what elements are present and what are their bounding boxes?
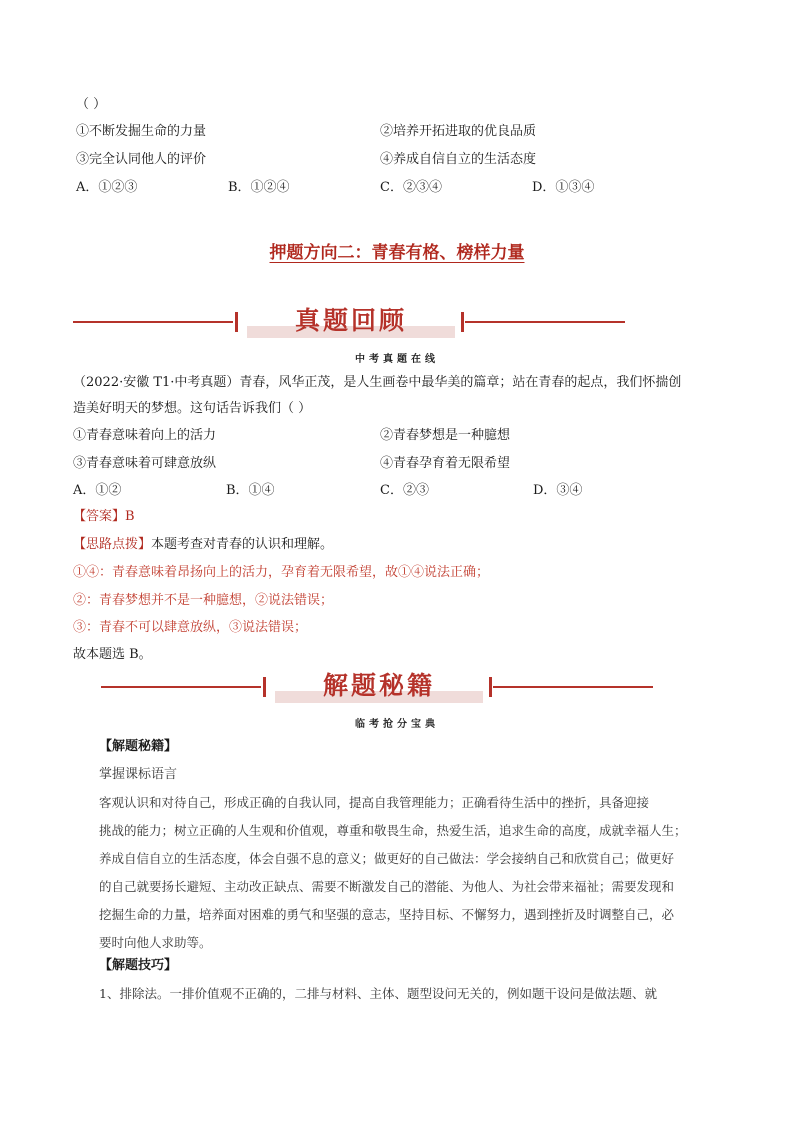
banner-tick-left [263, 677, 266, 697]
hint-label: 【思路点拨】 [73, 537, 152, 552]
banner-title: 解题秘籍 [322, 671, 435, 700]
question-bracket: （ ） [76, 97, 107, 112]
hint-text: 本题考查对青春的认识和理解。 [151, 537, 334, 552]
banner-tick-right [489, 677, 492, 697]
banner-tick-right [461, 312, 464, 332]
banner-subtitle: 中考真题在线 [355, 354, 439, 365]
choice-b: B．①②④ [228, 180, 290, 195]
answer-label: 【答案】 [73, 509, 126, 524]
banner-secrets [101, 669, 653, 705]
option-4: ④青春孕育着无限希望 [380, 456, 511, 471]
para-line-3: 养成自信自立的生活态度，体会自强不息的意义；做更好的自己做法：学会接纳自己和欣赏自己；做更好 [99, 851, 675, 866]
secrets-paragraph [99, 789, 729, 957]
option-1: ①不断发掘生命的力量 [76, 124, 207, 139]
choice-c: C．②③ [380, 483, 429, 498]
tip-1: 1、排除法。一排价值观不正确的，二排与材料、主体、题型设问无关的，例如题干设问是做法题、就 [99, 986, 657, 1001]
conclusion: 故本题选 B。 [73, 647, 152, 662]
banner-real-questions [73, 304, 625, 340]
tips-heading: 【解题技巧】 [99, 958, 178, 973]
secrets-subheading: 掌握课标语言 [99, 767, 178, 782]
option-3: ③青春意味着可肆意放纵 [73, 456, 217, 471]
option-4: ④养成自信自立的生活态度 [380, 152, 537, 167]
option-2: ②青春梦想是一种臆想 [380, 428, 511, 443]
para-line-4: 的自己就要扬长避短、主动改正缺点、需要不断激发自己的潜能、为他人、为社会带来福祉；需要发现和 [99, 879, 675, 894]
banner-title: 真题回顾 [294, 306, 407, 335]
section-title-wrap [0, 238, 794, 263]
answer-line [73, 508, 135, 526]
banner-rule-right [465, 321, 625, 323]
choice-a: A．①②③ [76, 180, 138, 195]
question-stem-line-2: 造美好明天的梦想。这句话告诉我们（ ） [73, 401, 312, 416]
choice-d: D．③④ [533, 483, 583, 498]
option-2: ②培养开拓进取的优良品质 [380, 124, 537, 139]
choice-a: A．①② [73, 483, 122, 498]
question-stem-line-1: （2022·安徽 T1·中考真题）青春，风华正茂，是人生画卷中最华美的篇章；站在青春的起点，我们怀揣创 [73, 375, 682, 390]
choice-b: B．①④ [226, 483, 275, 498]
option-1: ①青春意味着向上的活力 [73, 428, 217, 443]
explanation-3: ③：青春不可以肆意放纵，③说法错误； [73, 620, 308, 635]
banner-title-box [247, 304, 455, 340]
explanation-2: ②：青春梦想并不是一种臆想，②说法错误； [73, 593, 334, 608]
choice-c: C．②③④ [380, 180, 442, 195]
hint-line [73, 536, 333, 554]
secrets-heading: 【解题秘籍】 [99, 739, 178, 754]
para-line-1: 客观认识和对待自己，形成正确的自我认同，提高自我管理能力；正确看待生活中的挫折，具备迎接 [99, 795, 650, 810]
banner-rule-left [73, 321, 233, 323]
banner-tick-left [235, 312, 238, 332]
para-line-2: 挑战的能力；树立正确的人生观和价值观，尊重和敬畏生命，热爱生活，追求生命的高度，成就幸福人生； [99, 823, 687, 838]
banner-rule-left [101, 686, 261, 688]
option-3: ③完全认同他人的评价 [76, 152, 207, 167]
section-title: 押题方向二：青春有格、榜样力量 [269, 243, 525, 263]
banner-subtitle: 临考抢分宝典 [355, 719, 439, 730]
banner-title-box [275, 669, 483, 705]
explanation-1: ①④：青春意味着昂扬向上的活力，孕育着无限希望，故①④说法正确； [73, 565, 490, 580]
choice-d: D．①③④ [532, 180, 595, 195]
banner-rule-right [493, 686, 653, 688]
para-line-6: 要时向他人求助等。 [99, 935, 212, 950]
answer-value: B [125, 509, 135, 524]
para-line-5: 挖掘生命的力量，培养面对困难的勇气和坚强的意志，坚持目标、不懈努力，遇到挫折及时调整自己，必 [99, 907, 675, 922]
